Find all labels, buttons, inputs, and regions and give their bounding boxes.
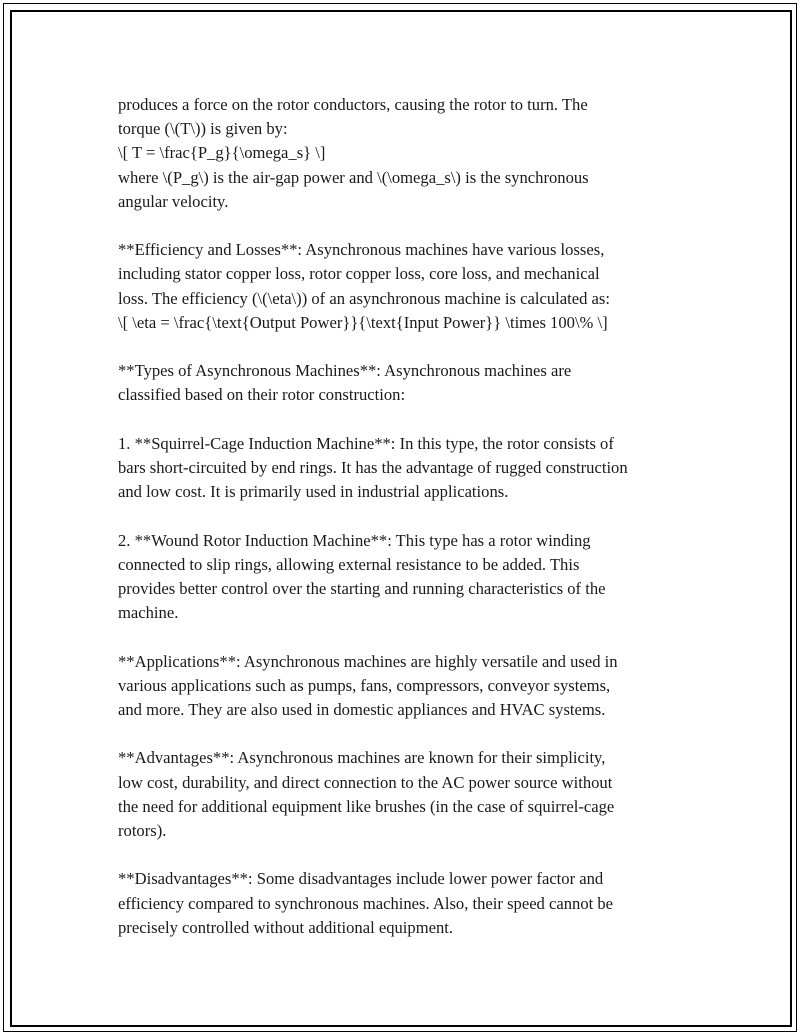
text-line: low cost, durability, and direct connection to the AC power source without	[118, 772, 613, 792]
text-line: provides better control over the starting and running characteristics of the	[118, 579, 606, 598]
text-line: and more. They are also used in domestic appliances and HVAC systems.	[118, 700, 606, 719]
text-line: machine.	[118, 603, 179, 623]
paragraph-advantages	[118, 746, 688, 843]
text-line: 2. **Wound Rotor Induction Machine**: This type has a rotor winding	[118, 530, 591, 550]
text-line: and low cost. It is primarily used in industrial applications.	[118, 482, 509, 502]
text-line: precisely controlled without additional equipment.	[118, 917, 454, 937]
text-line: various applications such as pumps, fans, compressors, conveyor systems,	[118, 675, 611, 695]
paragraph-squirrel-cage	[118, 432, 688, 505]
text-line: bars short-circuited by end rings. It has the advantage of rugged construction	[118, 458, 628, 477]
text-line: rotors).	[118, 821, 167, 840]
text-line: torque (\(T\)) is given by:	[118, 119, 288, 139]
text-line: **Disadvantages**: Some disadvantages include lower power factor and	[118, 869, 604, 889]
text-line: **Applications**: Asynchronous machines are highly versatile and used in	[118, 651, 618, 671]
paragraph-efficiency	[118, 238, 688, 335]
text-line: classified based on their rotor construction:	[118, 385, 406, 405]
text-line: \[ \eta = \frac{\text{Output Power}}{\text{Input Power}} \times 100\% \]	[118, 312, 608, 332]
paragraph-applications	[118, 650, 688, 723]
text-line: including stator copper loss, rotor copper loss, core loss, and mechanical	[118, 264, 600, 284]
text-line: angular velocity.	[118, 191, 229, 211]
text-line: **Efficiency and Losses**: Asynchronous machines have various losses,	[118, 240, 605, 260]
paragraph-disadvantages	[118, 867, 688, 940]
text-line: **Advantages**: Asynchronous machines are known for their simplicity,	[118, 748, 606, 768]
text-line: \[ T = \frac{P_g}{\omega_s} \]	[118, 143, 326, 163]
paragraph-wound-rotor	[118, 529, 688, 626]
document-body	[118, 93, 688, 964]
text-line: the need for additional equipment like brushes (in the case of squirrel-cage	[118, 796, 615, 816]
text-line: where \(P_g\) is the air-gap power and \(\omega_s\) is the synchronous	[118, 167, 589, 187]
text-line: loss. The efficiency (\(\eta\)) of an asynchronous machine is calculated as:	[118, 288, 610, 308]
text-line: 1. **Squirrel-Cage Induction Machine**: In this type, the rotor consists of	[118, 433, 614, 453]
text-line: **Types of Asynchronous Machines**: Asynchronous machines are	[118, 361, 572, 381]
paragraph-torque	[118, 93, 688, 214]
text-line: produces a force on the rotor conductors, causing the rotor to turn. The	[118, 95, 588, 114]
text-line: connected to slip rings, allowing external resistance to be added. This	[118, 554, 580, 574]
text-line: efficiency compared to synchronous machines. Also, their speed cannot be	[118, 893, 614, 913]
paragraph-types	[118, 359, 688, 407]
